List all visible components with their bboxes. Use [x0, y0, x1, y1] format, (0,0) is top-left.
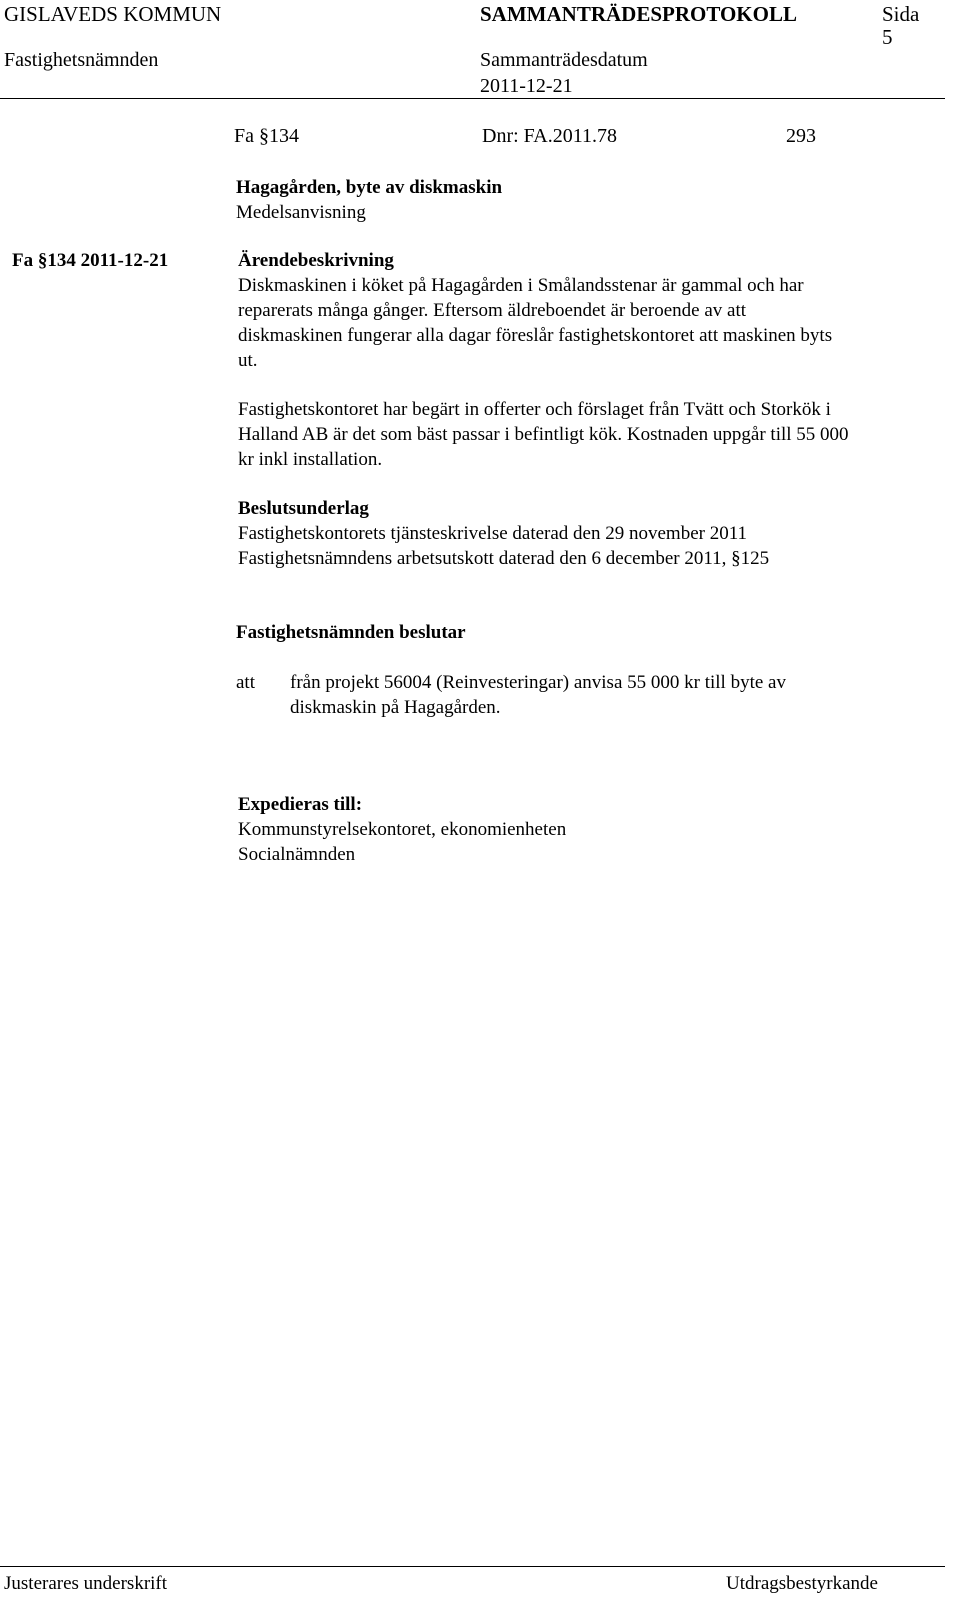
footer-divider [0, 1566, 945, 1567]
description-paragraph-2 [238, 397, 938, 472]
description-line: kr inkl installation. [238, 449, 383, 470]
dispatch-heading: Expedieras till: [238, 794, 363, 815]
margin-reference: Fa §134 2011-12-21 [12, 250, 169, 271]
decision-bullet: att [236, 672, 255, 693]
case-paragraph: Fa §134 [234, 125, 299, 147]
description-line: Diskmaskinen i köket på Hagagården i Smålandsstenar är gammal och har [238, 275, 804, 296]
meeting-date: 2011-12-21 [480, 75, 573, 97]
committee-name: Fastighetsnämnden [4, 49, 159, 71]
case-title: Hagagården, byte av diskmaskin [236, 177, 503, 198]
description-heading: Ärendebeskrivning [238, 250, 394, 271]
page-number: 5 [882, 25, 893, 49]
header-divider [0, 98, 945, 99]
decision-line: från projekt 56004 (Reinvesteringar) anvisa 55 000 kr till byte av [290, 672, 786, 693]
org-name: GISLAVEDS KOMMUN [4, 2, 222, 26]
decision-text [290, 670, 786, 720]
description-line: Fastighetskontoret har begärt in offerter och förslaget från Tvätt och Storkök i [238, 399, 831, 420]
description-line: diskmaskinen fungerar alla dagar föreslår fastighetskontoret att maskinen byts [238, 325, 833, 346]
basis-heading: Beslutsunderlag [238, 498, 369, 519]
case-dnr: Dnr: FA.2011.78 [482, 125, 617, 147]
dispatch-recipient: Socialnämnden [238, 844, 356, 865]
decision-heading: Fastighetsnämnden beslutar [236, 622, 466, 643]
document-type: SAMMANTRÄDESPROTOKOLL [480, 2, 797, 26]
basis-line: Fastighetskontorets tjänsteskrivelse daterad den 29 november 2011 [238, 523, 748, 544]
meeting-date-label: Sammanträdesdatum [480, 49, 648, 71]
footer-signature-label: Justerares underskrift [4, 1573, 168, 1594]
basis-section [238, 496, 938, 571]
case-number: 293 [786, 125, 816, 147]
decision-line: diskmaskin på Hagagården. [290, 697, 501, 718]
description-section [238, 248, 938, 373]
page-label: Sida [882, 2, 920, 26]
description-line: reparerats många gånger. Eftersom äldreboendet är beroende av att [238, 300, 746, 321]
dispatch-section [238, 792, 938, 867]
description-line: Halland AB är det som bäst passar i befintligt kök. Kostnaden uppgår till 55 000 [238, 424, 849, 445]
description-line: ut. [238, 350, 258, 371]
basis-line: Fastighetsnämndens arbetsutskott daterad den 6 december 2011, §125 [238, 548, 770, 569]
case-subtitle: Medelsanvisning [236, 202, 366, 223]
dispatch-recipient: Kommunstyrelsekontoret, ekonomienheten [238, 819, 567, 840]
footer-certification-label: Utdragsbestyrkande [726, 1573, 878, 1594]
